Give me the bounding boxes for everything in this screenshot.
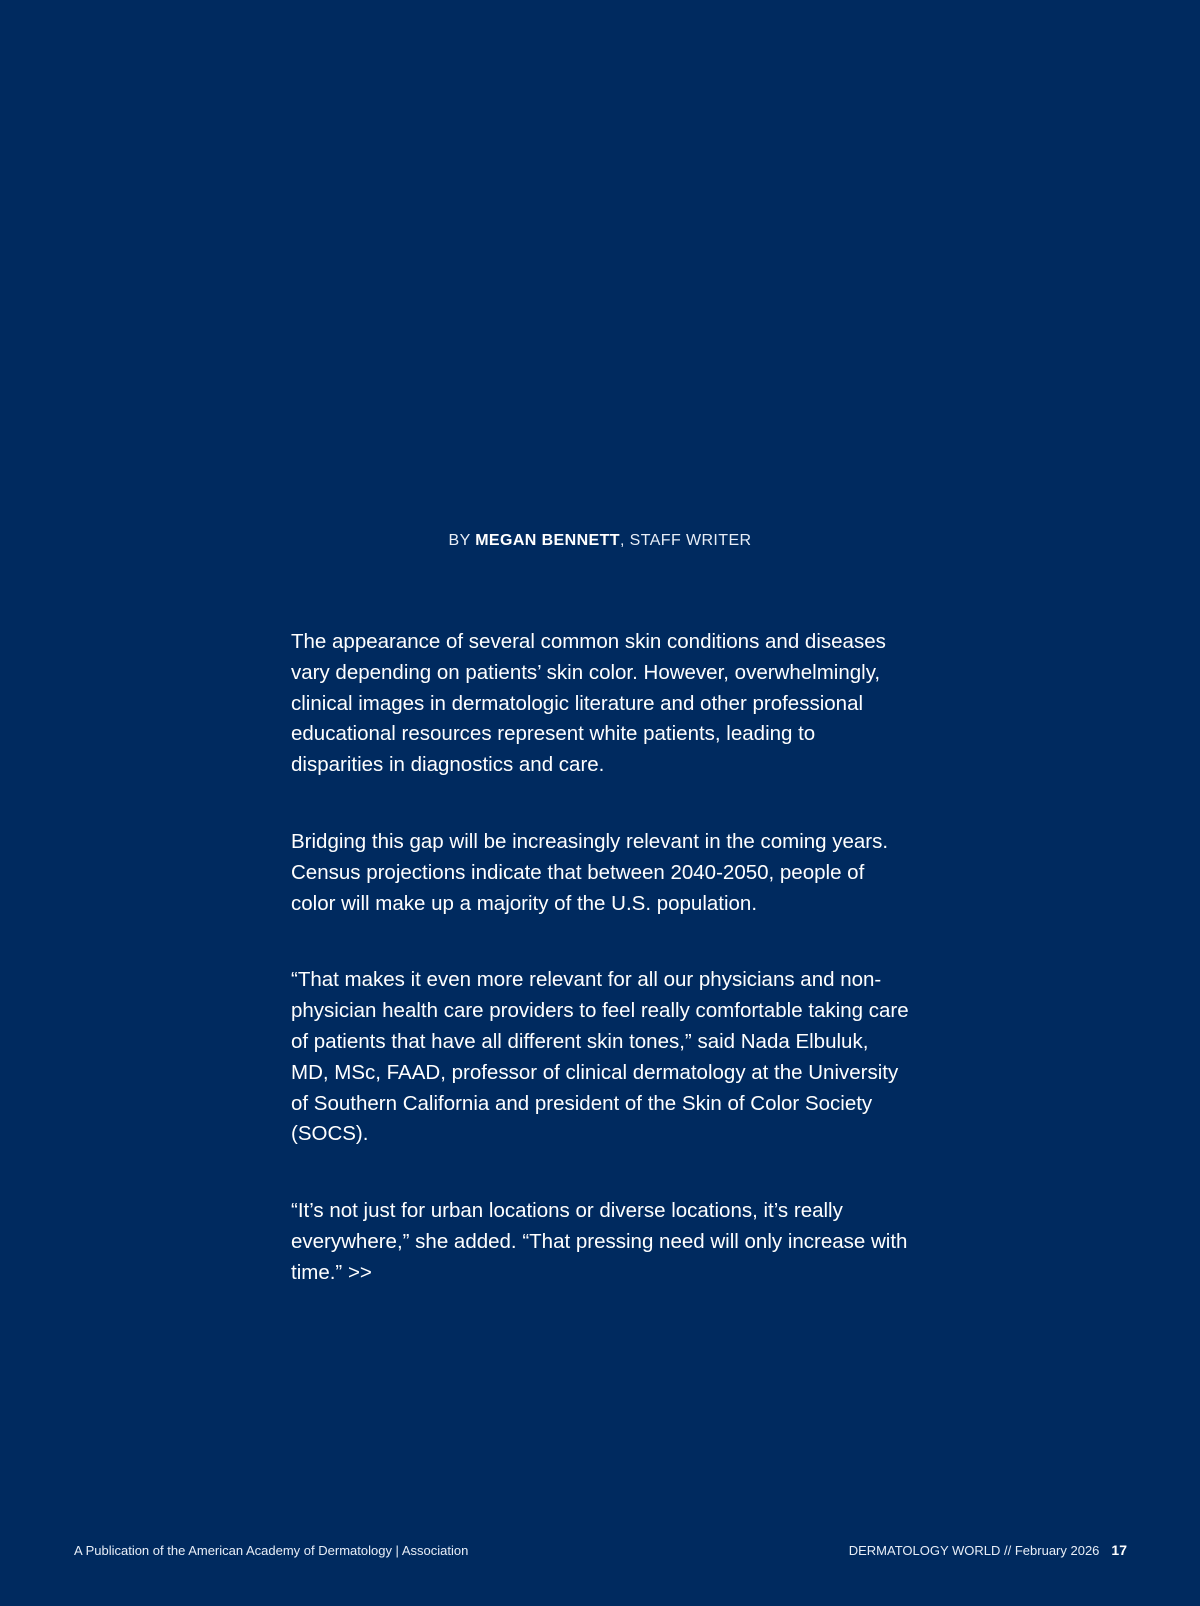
byline-role: , STAFF WRITER xyxy=(619,532,752,549)
footer-publication: A Publication of the American Academy of Dermatology | Association xyxy=(74,1543,469,1558)
footer-issue-info xyxy=(849,1542,1127,1558)
article-paragraph: “That makes it even more relevant for all our physicians and non-physician health care providers to feel really comfortable taking care of patients that have all different skin tones,” said Nada Elbuluk, MD, MSc, FAAD, professor of clinical dermatology at the University of Southern California and president of the Skin of Color Society (SOCS). xyxy=(291,968,909,1146)
article-paragraph: “It’s not just for urban locations or diverse locations, it’s really everywhere,” she added. “That pressing need will only increase with time.” >> xyxy=(291,1199,908,1284)
article-paragraph: The appearance of several common skin conditions and diseases vary depending on patients’ skin color. However, overwhelmingly, clinical images in dermatologic literature and other professional educational resources represent white patients, leading to disparities in diagnostics and care. xyxy=(291,630,886,777)
article-paragraph: Bridging this gap will be increasingly relevant in the coming years. Census projections indicate that between 2040-2050, people of color will make up a majority of the U.S. population. xyxy=(291,829,889,915)
byline-prefix: BY xyxy=(448,532,476,549)
byline-author: MEGAN BENNETT xyxy=(475,532,620,549)
byline xyxy=(0,532,1200,550)
footer-issue: DERMATOLOGY WORLD // February 2026 xyxy=(848,1543,1100,1558)
page-number: 17 xyxy=(1111,1542,1127,1558)
article-body xyxy=(291,627,911,1335)
